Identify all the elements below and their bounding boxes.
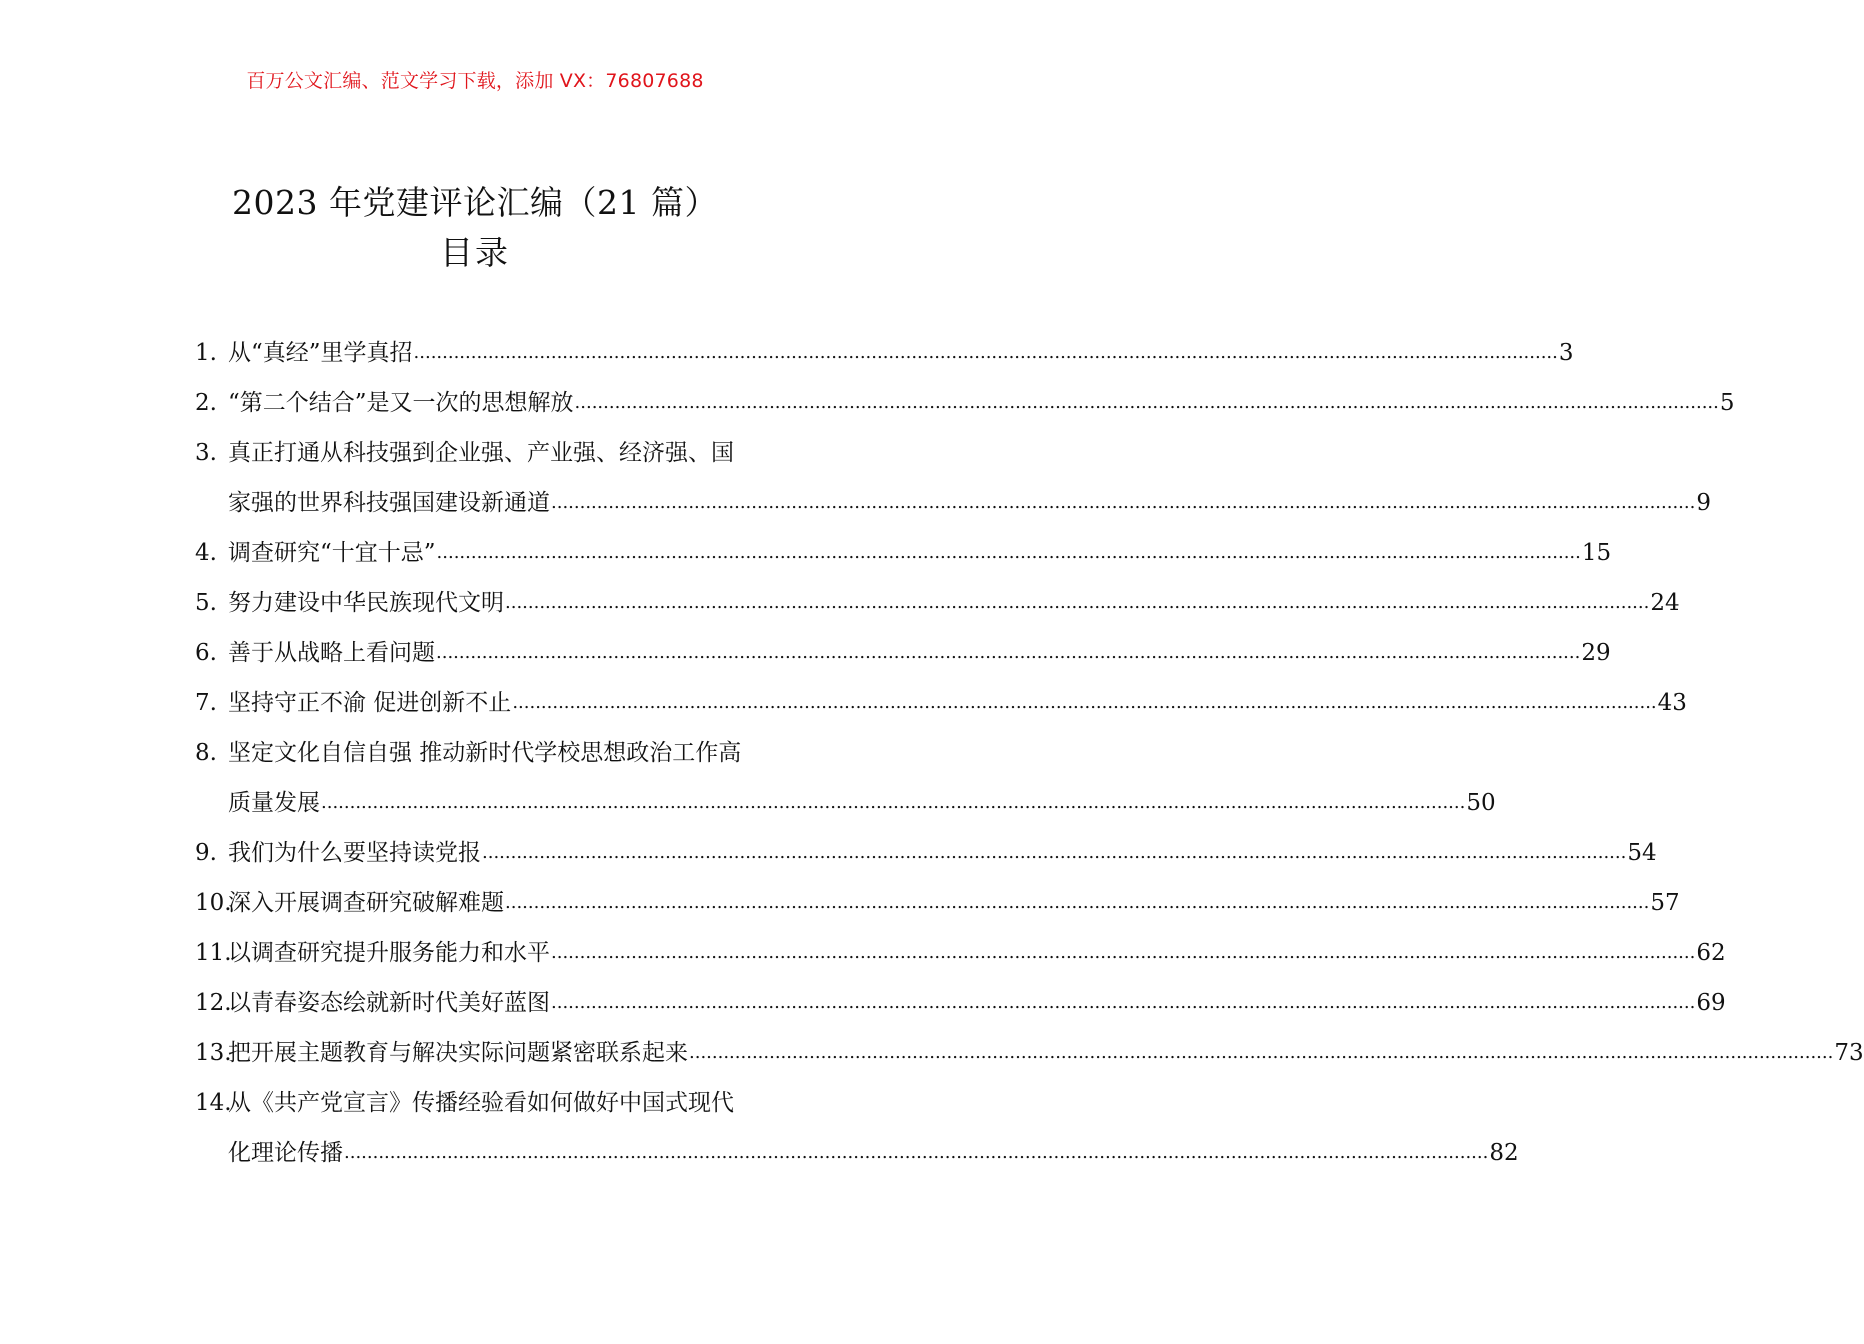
toc-entry-title: 坚定文化自信自强 推动新时代学校思想政治工作高 — [228, 740, 742, 766]
dot-leader: ........................................................................................................................................................................................................ — [413, 342, 1558, 363]
toc-entry-page: 9 — [1696, 490, 1711, 516]
dot-leader: ........................................................................................................................................................................................................ — [505, 892, 1650, 913]
toc-entry-number: 5. — [195, 590, 217, 616]
toc-entry-page: 15 — [1581, 540, 1612, 566]
toc-entry[interactable] — [195, 1028, 1864, 1078]
toc-entry[interactable] — [195, 1078, 1519, 1178]
toc-entry-page: 29 — [1581, 640, 1611, 666]
toc-entry-page: 57 — [1650, 890, 1680, 916]
toc-entry-page: 54 — [1627, 840, 1657, 866]
toc-entry-number: 3. — [195, 440, 217, 466]
toc-entry[interactable] — [195, 328, 1574, 378]
toc-entry[interactable] — [195, 928, 1726, 978]
toc-entry-page: 62 — [1696, 940, 1726, 966]
toc-entry-number: 7. — [195, 690, 217, 716]
toc-entry-title: “第二个结合”是又一次的思想解放 — [228, 390, 574, 416]
toc-entry-number: 12. — [195, 990, 232, 1016]
toc-entry-title-continued: 家强的世界科技强国建设新通道 — [228, 490, 550, 516]
toc-entry-title-continued: 质量发展 — [228, 790, 320, 816]
toc-entry[interactable] — [195, 578, 1680, 628]
dot-leader: ........................................................................................................................................................................................................ — [551, 492, 1696, 513]
dot-leader: ........................................................................................................................................................................................................ — [482, 842, 1627, 863]
toc-entry-page: 73 — [1834, 1040, 1864, 1066]
toc-entry[interactable] — [195, 978, 1726, 1028]
dot-leader: ........................................................................................................................................................................................................ — [344, 1142, 1489, 1163]
toc-entry-title: 善于从战略上看问题 — [228, 640, 435, 666]
toc-entry-title-continued: 化理论传播 — [228, 1140, 343, 1166]
toc-entry-page: 82 — [1489, 1140, 1519, 1166]
watermark-banner: 百万公文汇编、范文学习下载，添加 VX：76807688 — [246, 70, 704, 92]
toc-entry-number: 4. — [195, 540, 217, 566]
toc-entry-number: 2. — [195, 390, 217, 416]
dot-leader: ........................................................................................................................................................................................................ — [436, 542, 1581, 563]
document-title: 2023 年党建评论汇编（21 篇） — [232, 183, 718, 222]
dot-leader: ........................................................................................................................................................................................................ — [505, 592, 1650, 613]
dot-leader: ........................................................................................................................................................................................................ — [551, 992, 1696, 1013]
toc-entry-page: 69 — [1696, 990, 1726, 1016]
dot-leader: ........................................................................................................................................................................................................ — [512, 692, 1657, 713]
toc-entry[interactable] — [195, 678, 1687, 728]
toc-entry-page: 24 — [1650, 590, 1680, 616]
toc-entry[interactable] — [195, 378, 1735, 428]
toc-entry-number: 8. — [195, 740, 217, 766]
toc-entry-title: 真正打通从科技强到企业强、产业强、经济强、国 — [228, 440, 734, 466]
toc-entry-number: 11. — [195, 940, 232, 966]
dot-leader: ........................................................................................................................................................................................................ — [551, 942, 1696, 963]
dot-leader: ........................................................................................................................................................................................................ — [689, 1042, 1834, 1063]
toc-entry-page: 50 — [1466, 790, 1496, 816]
toc-entry-title: 把开展主题教育与解决实际问题紧密联系起来 — [228, 1040, 688, 1066]
toc-entry[interactable] — [195, 878, 1680, 928]
toc-entry-title: 以调查研究提升服务能力和水平 — [228, 940, 550, 966]
dot-leader: ........................................................................................................................................................................................................ — [436, 642, 1581, 663]
toc-entry-page: 5 — [1719, 390, 1735, 416]
toc-entry[interactable] — [195, 628, 1611, 678]
toc-entry-number: 9. — [195, 840, 217, 866]
toc-heading: 目录 — [440, 233, 510, 272]
toc-entry-number: 13. — [195, 1040, 232, 1066]
dot-leader: ........................................................................................................................................................................................................ — [574, 392, 1719, 413]
toc-entry-title: 从“真经”里学真招 — [228, 340, 413, 366]
toc-entry-page: 3 — [1558, 340, 1574, 366]
toc-entry-title: 努力建设中华民族现代文明 — [228, 590, 504, 616]
toc-entry-title: 我们为什么要坚持读党报 — [228, 840, 481, 866]
toc-entry-number: 1. — [195, 340, 217, 366]
toc-entry[interactable] — [195, 528, 1612, 578]
toc-entry[interactable] — [195, 828, 1657, 878]
toc-entry-page: 43 — [1657, 690, 1687, 716]
toc-entry-number: 10. — [195, 890, 232, 916]
toc-entry-title: 深入开展调查研究破解难题 — [228, 890, 504, 916]
toc-entry-title: 以青春姿态绘就新时代美好蓝图 — [228, 990, 550, 1016]
toc-entry-title: 调查研究“十宜十忌” — [228, 540, 436, 566]
dot-leader: ........................................................................................................................................................................................................ — [321, 792, 1466, 813]
toc-entry[interactable] — [195, 428, 1711, 528]
toc-entry-number: 6. — [195, 640, 217, 666]
toc-entry-number: 14. — [195, 1090, 232, 1116]
toc-entry-title: 从《共产党宣言》传播经验看如何做好中国式现代 — [228, 1090, 734, 1116]
toc-entry[interactable] — [195, 728, 1496, 828]
toc-entry-title: 坚持守正不渝 促进创新不止 — [228, 690, 512, 716]
table-of-contents — [195, 328, 1864, 1178]
